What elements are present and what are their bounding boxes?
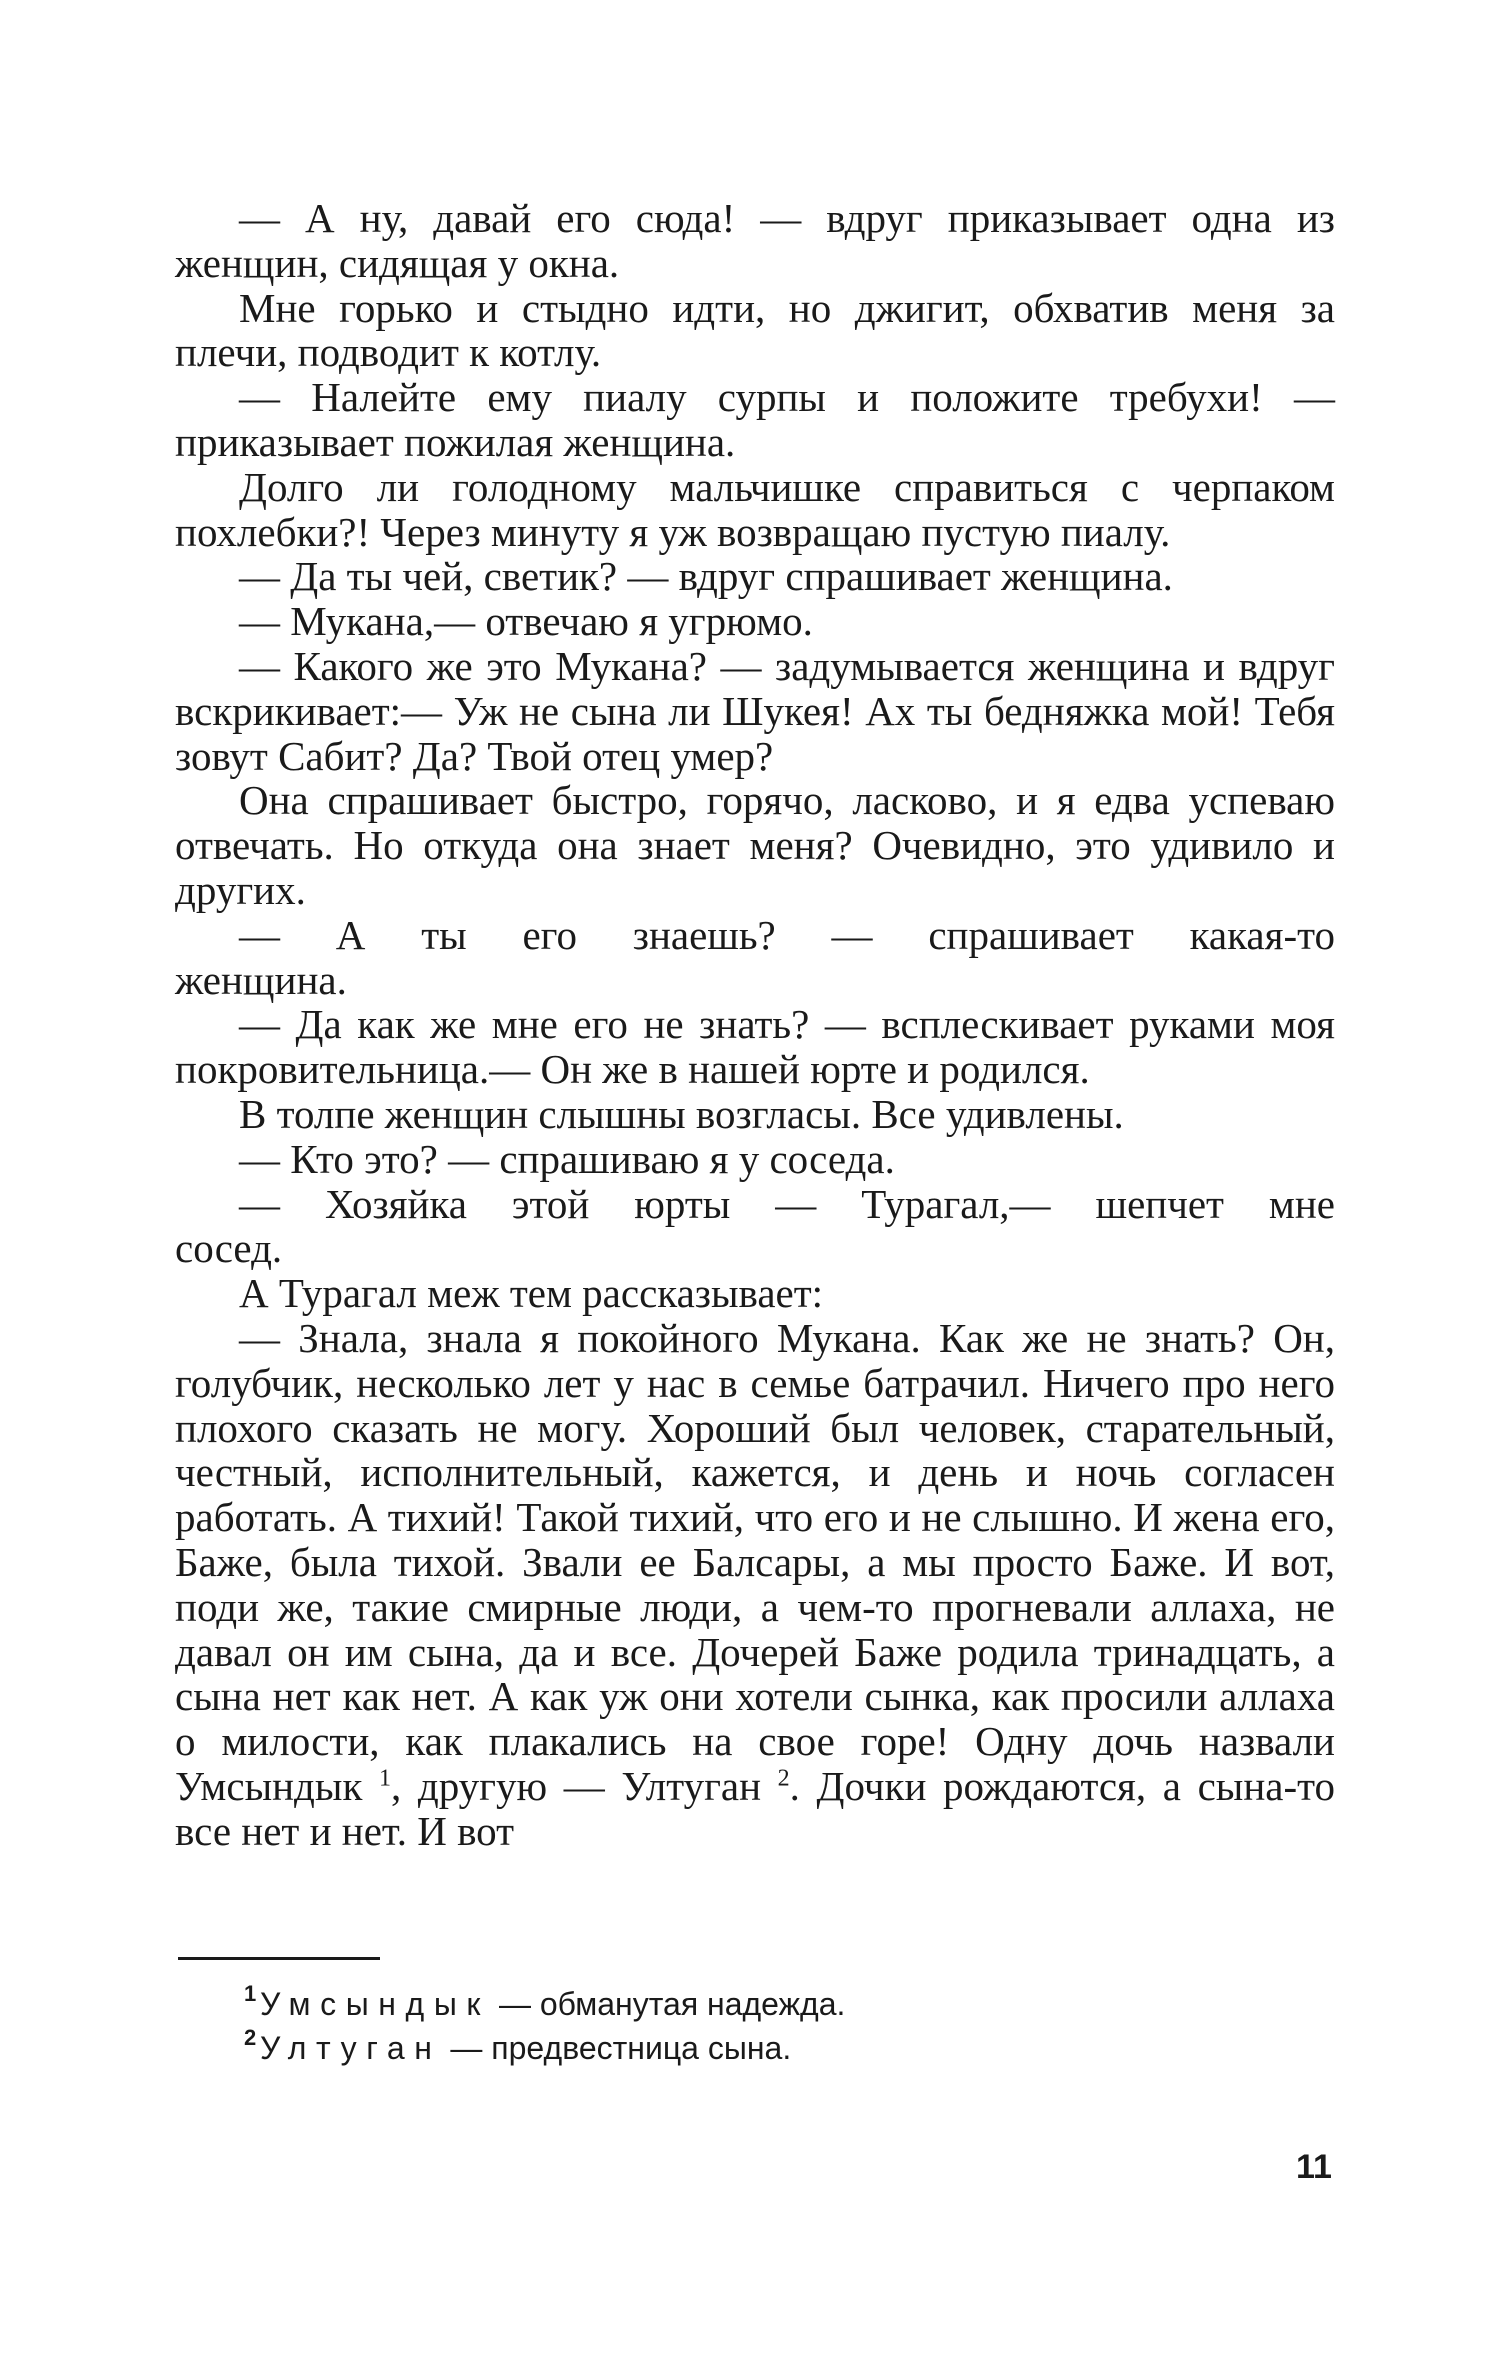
- paragraph-text: , другую — Ултуган: [391, 1762, 762, 1809]
- paragraph: — Хозяйка этой юрты — Турагал,— шепчет мне сосед.: [175, 1180, 1335, 1272]
- footnote: [178, 2026, 1278, 2070]
- paragraph: — А ну, давай его сюда! — вдруг приказывает одна из женщин, сидящая у окна.: [175, 195, 1335, 286]
- page-body: [175, 196, 1335, 1853]
- footnote-number: 2: [244, 2025, 257, 2050]
- footnote-text: — обманутая надежда.: [490, 1986, 846, 2022]
- paragraph: — Какого же это Мукана? — задумывается женщина и вдруг вскрикивает:— Уж не сына ли Шукея! Ах ты бедняжка мой! Тебя зовут Сабит? Да? Твой отец умер?: [175, 642, 1335, 779]
- page-number: 11: [1296, 2148, 1332, 2186]
- paragraph-text: — Знала, знала я покойного Мукана. Как же не знать? Он, голубчик, несколько лет у нас в семье батрачил. Ничего про него плохого сказать не могу. Хороший был человек, старательный, честный, исполнительный, кажется, и день и ночь согласен работать. А тихий! Такой тихий, что его и не слышно. И жена его, Баже, была тихой. Звали ее Балсары, а мы просто Баже. И вот, поди же, такие смирные люди, а чем-то прогневали аллаха, не давал он им сына, да и все. Дочерей Баже родила тринадцать, а сына нет как нет. А как уж они хотели сынка, как просили аллаха о милости, как плакались на свое горе! Одну дочь назвали Умсындык: [175, 1314, 1335, 1809]
- footnote-number: 1: [244, 1981, 257, 2006]
- footnote-divider: [178, 1957, 380, 1960]
- footnote-term: Умсындык: [260, 1986, 491, 2022]
- footnote: [178, 1982, 1278, 2026]
- paragraph: — Мукана,— отвечаю я угрюмо.: [239, 598, 813, 645]
- paragraph: — Налейте ему пиалу сурпы и положите требухи! — приказывает пожилая женщина.: [175, 374, 1335, 465]
- paragraph-text: . Дочки рождаются, а сына-то все нет и нет. И вот: [175, 1762, 1335, 1854]
- footnote-text: — предвестница сына.: [441, 2030, 792, 2066]
- paragraph: — Да как же мне его не знать? — всплескивает руками моя покровительница.— Он же в нашей юрте и родился.: [175, 1001, 1335, 1093]
- paragraph: — А ты его знаешь? — спрашивает какая-то женщина.: [175, 911, 1335, 1003]
- footnote-ref-2: 2: [777, 1765, 790, 1792]
- paragraph: Мне горько и стыдно идти, но джигит, обхватив меня за плечи, подводит к котлу.: [175, 284, 1335, 376]
- footnote-ref-1: 1: [379, 1765, 391, 1792]
- paragraph: — Кто это? — спрашиваю я у соседа.: [239, 1135, 895, 1182]
- footnotes: [178, 1982, 1278, 2070]
- paragraph: Долго ли голодному мальчишке справиться с черпаком похлебки?! Через минуту я уж возвращаю пустую пиалу.: [175, 463, 1335, 555]
- paragraph-last: [175, 1316, 1335, 1854]
- paragraph: В толпе женщин слышны возгласы. Все удивлены.: [239, 1090, 1124, 1137]
- footnote-term: Ултуган: [260, 2030, 442, 2066]
- paragraph: А Турагал меж тем рассказывает:: [239, 1270, 824, 1317]
- paragraph: — Да ты чей, светик? — вдруг спрашивает женщина.: [239, 553, 1173, 600]
- paragraph: Она спрашивает быстро, горячо, ласково, и я едва успеваю отвечать. Но откуда она знает меня? Очевидно, это удивило и других.: [175, 777, 1335, 913]
